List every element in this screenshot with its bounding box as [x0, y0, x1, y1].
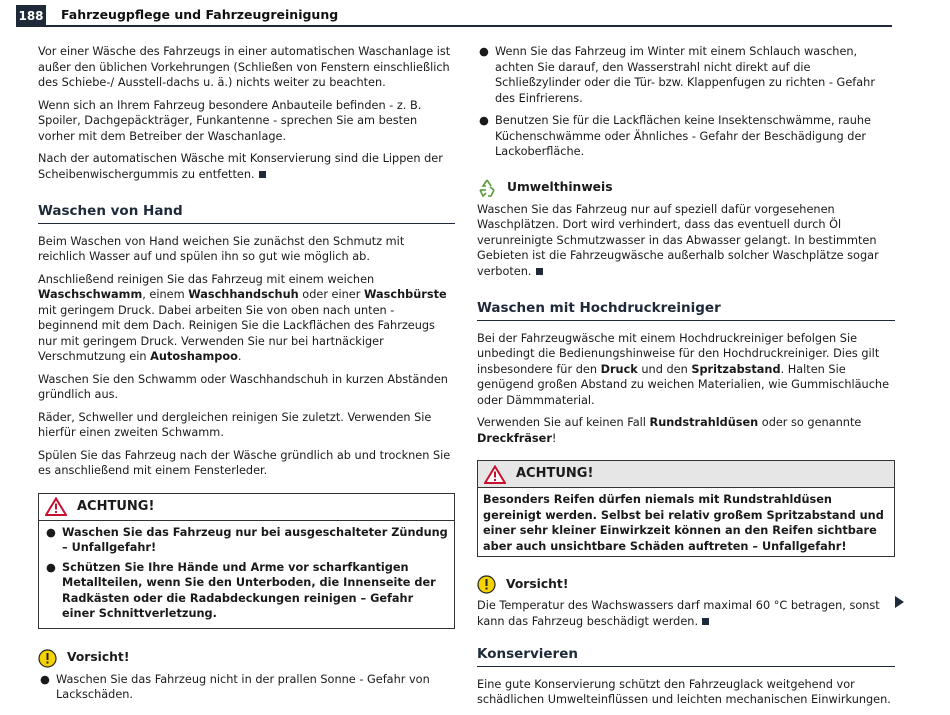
paragraph: Räder, Schweller und dergleichen reinigen Sie zuletzt. Verwenden Sie hierfür einen zweiten Schwamm. — [38, 410, 432, 439]
caution-title: Vorsicht! — [506, 576, 569, 591]
section-heading-waschen-von-hand: Waschen von Hand — [38, 204, 455, 224]
list-item: ● Wenn Sie das Fahrzeug im Winter mit einem Schlauch waschen, achten Sie darauf, den Wasserstrahl nicht direkt auf die Schließzylinder oder die Tür- bzw. Klappenfugen zu richten - Gefahr des Einfrierens. — [479, 45, 875, 105]
caution-circle-icon — [477, 575, 496, 594]
paragraph: Eine gute Konservierung schützt den Fahrzeuglack weitgehend vor schädlichen Umwelteinflüssen und leichten mechanischen Einwirkungen. — [477, 677, 891, 706]
next-page-arrow-icon[interactable] — [895, 596, 904, 608]
paragraph: Waschen Sie das Fahrzeug nur auf speziell dafür vorgesehenen Waschplätzen. Dort wird verhindert, dass das eventuell durch Öl verunreinigte Schmutzwasser in das Abwasser gelangt. In bestimmten Gebieten ist die Fahrzeugwäsche außerhalb solcher Waschplätze sogar verboten. — [477, 202, 879, 278]
paragraph: Verwenden Sie auf keinen Fall Rundstrahldüsen oder so genannte Dreckfräser! — [477, 416, 862, 445]
caution-circle-icon — [38, 649, 57, 668]
warning-box — [477, 460, 895, 557]
paragraph: Die Temperatur des Wachswassers darf maximal 60 °C betragen, sonst kann das Fahrzeug beschädigt werden. — [477, 599, 880, 628]
warning-title: ACHTUNG! — [77, 498, 155, 514]
paragraph: Beim Waschen von Hand weichen Sie zunächst den Schmutz mit reichlich Wasser auf und spülen ihn so gut wie möglich ab. — [38, 234, 405, 263]
section-heading-hochdruckreiniger: Waschen mit Hochdruckreiniger — [477, 301, 895, 321]
end-mark — [536, 268, 543, 275]
warning-triangle-icon — [45, 497, 67, 516]
end-mark — [259, 171, 266, 178]
warning-triangle-icon — [484, 465, 506, 484]
end-mark — [702, 618, 709, 625]
caution-heading — [477, 575, 895, 594]
right-column — [477, 44, 895, 715]
page-number: 188 — [16, 5, 46, 27]
caution-title: Vorsicht! — [67, 650, 130, 665]
environment-title: Umwelthinweis — [507, 179, 613, 194]
warning-title: ACHTUNG! — [516, 466, 594, 482]
paragraph-text: Nach der automatischen Wäsche mit Konservierung sind die Lippen der Scheibenwischergummis zu entfetten. — [38, 152, 443, 181]
left-column — [38, 44, 455, 710]
warning-body: Besonders Reifen dürfen niemals mit Rundstrahldüsen gereinigt werden. Selbst bei relativ großem Spritzabstand und einer sehr kleiner Einwirkzeit können an den Reifen sichtbare aber auch unsichtbare Schäden auftreten – Unfallgefahr! — [483, 493, 884, 553]
warning-header — [39, 494, 454, 521]
paragraph: Bei der Fahrzeugwäsche mit einem Hochdruckreiniger befolgen Sie unbedingt die Bedienungshinweise für den Hochdruckreiniger. Dies gilt insbesondere für den Druck und den Spritzabstand. Halten Sie genügend großen Abstand zu weichen Materialien, wie Gummischläuche oder Dämmmaterial. — [477, 331, 890, 407]
paragraph: Anschließend reinigen Sie das Fahrzeug mit einem weichen Waschschwamm, einem Waschhandschuh oder einer Waschbürste mit geringem Druck. Dabei arbeiten Sie von oben nach unten - beginnend mit dem Dach. Reinigen Sie die Lackflächen des Fahrzeugs nur mit geringem Druck. Verwenden Sie nur bei hartnäckiger Verschmutzung ein Autoshampoo. — [38, 272, 447, 363]
list-item: ● Benutzen Sie für die Lackflächen keine Insektenschwämme, rauhe Küchenschwämme oder Ähnliches - Gefahr der Beschädigung der Lackoberfläche. — [479, 114, 871, 158]
page-header — [0, 0, 950, 26]
caution-heading — [38, 649, 455, 668]
list-item: ● Waschen Sie das Fahrzeug nur bei ausgeschalteter Zündung – Unfallgefahr! — [46, 525, 448, 554]
chapter-title: Fahrzeugpflege und Fahrzeugreinigung — [61, 7, 339, 22]
recycle-icon — [477, 178, 497, 198]
section-heading-konservieren: Konservieren — [477, 647, 895, 667]
header-rule — [16, 25, 892, 27]
paragraph: Spülen Sie das Fahrzeug nach der Wäsche gründlich ab und trocknen Sie es anschließend mit einem Fensterleder. — [38, 448, 451, 477]
paragraph: Waschen Sie den Schwamm oder Waschhandschuh in kurzen Abständen gründlich aus. — [38, 372, 448, 401]
paragraph — [38, 151, 455, 182]
warning-body — [39, 521, 454, 628]
environment-heading — [477, 178, 895, 198]
paragraph: Wenn sich an Ihrem Fahrzeug besondere Anbauteile befinden - z. B. Spoiler, Dachgepäckträger, Funkantenne - sprechen Sie am besten vorher mit dem Betreiber der Waschanlage. — [38, 98, 422, 143]
list-item: ● Waschen Sie das Fahrzeug nicht in der prallen Sonne - Gefahr von Lackschäden. — [40, 672, 430, 701]
paragraph: Vor einer Wäsche des Fahrzeugs in einer automatischen Waschanlage ist außer den üblichen Vorkehrungen (Schließen von Fenstern einschließlich des Schiebe-/ Ausstell-dachs u. ä.) nichts weiter zu beachten. — [38, 45, 451, 89]
list-item: ● Schützen Sie Ihre Hände und Arme vor scharfkantigen Metallteilen, wenn Sie den Unterboden, die Innenseite der Radkästen oder die Radabdeckungen reinigen – Gefahr einer Schnittverletzung. — [46, 560, 436, 620]
warning-box — [38, 493, 455, 629]
warning-header — [478, 461, 894, 488]
